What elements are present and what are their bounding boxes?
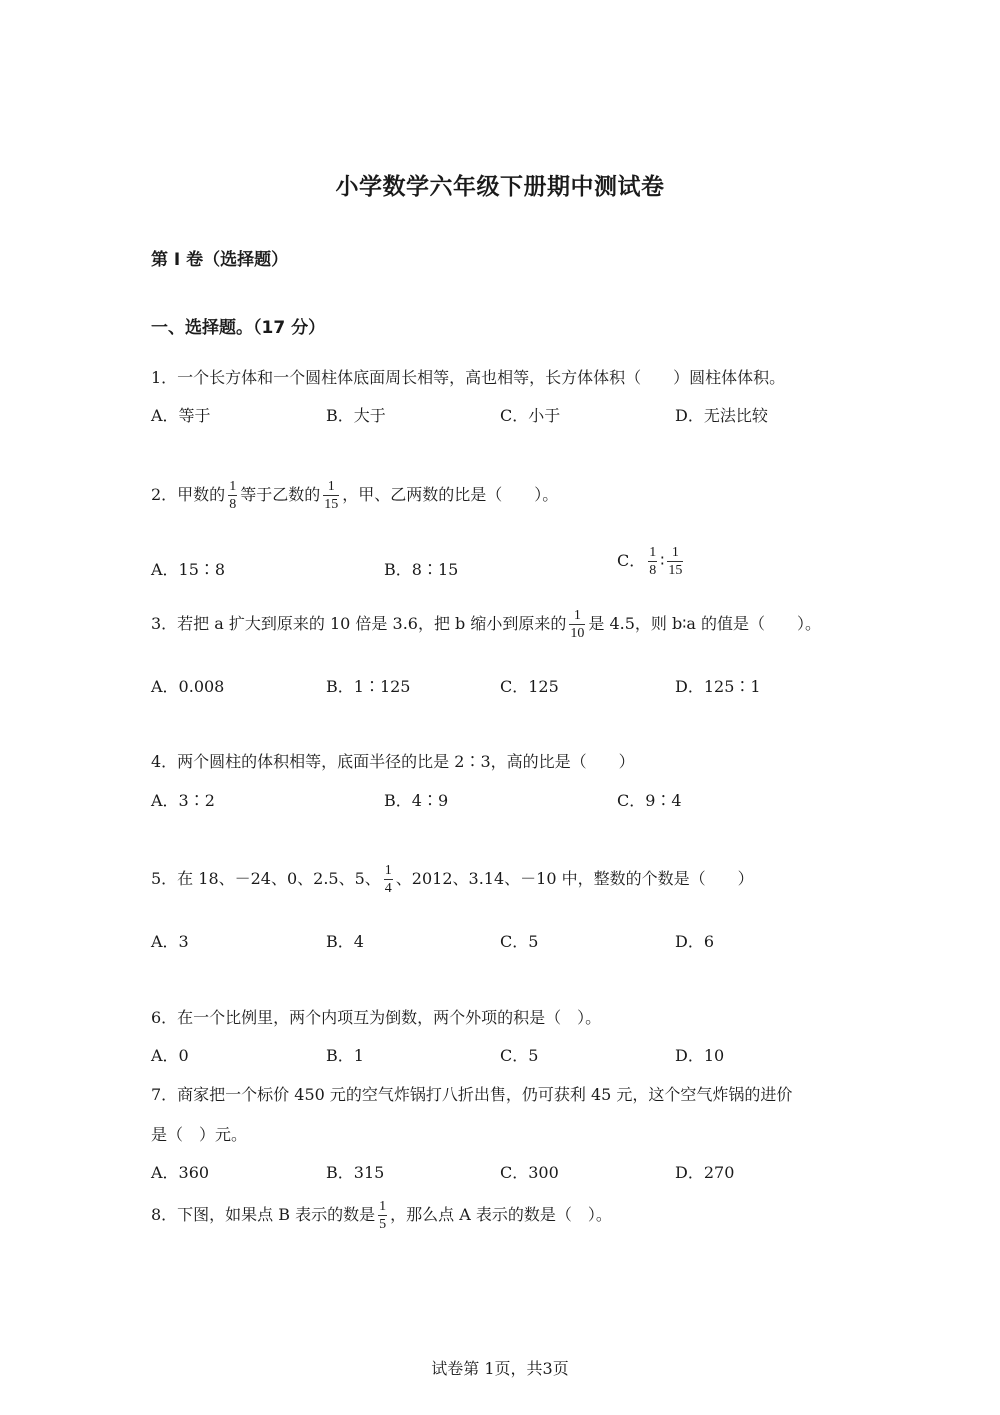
q5-option-d: D．6 [675, 932, 715, 951]
q5-fraction-1 [384, 862, 393, 897]
q8-text-2: ，那么点 A 表示的数是（ ）。 [390, 1205, 612, 1224]
question-1: 1．一个长方体和一个圆柱体底面周长相等，高也相等，长方体体积（ ）圆柱体体积。 [151, 368, 786, 387]
q7-option-c: C．300 [500, 1163, 559, 1182]
question-6: 6．在一个比例里，两个内项互为倒数，两个外项的积是（ ）。 [151, 1008, 602, 1027]
question-2 [151, 478, 558, 513]
q1-option-a: A．等于 [151, 406, 211, 425]
q1-option-b: B．大于 [326, 406, 386, 425]
q2-fraction-1-denominator: 8 [229, 497, 237, 512]
q5-option-b: B．4 [326, 932, 364, 951]
q6-option-d: D．10 [675, 1046, 725, 1065]
q8-text-1: 8．下图，如果点 B 表示的数是 [151, 1205, 376, 1224]
q6-option-b: B．1 [326, 1046, 364, 1065]
q3-option-b: B．1∶125 [326, 677, 411, 696]
question-7-line-2: 是（ ）元。 [151, 1125, 248, 1144]
q2-option-c [617, 544, 686, 579]
q2-fraction-1-numerator: 1 [229, 479, 237, 494]
q6-option-c: C．5 [500, 1046, 539, 1065]
page-title: 小学数学六年级下册期中测试卷 [335, 174, 665, 200]
q3-fraction-1-denominator: 10 [570, 626, 585, 641]
q2-option-c-fraction-2-numerator: 1 [667, 544, 683, 562]
q4-option-a: A．3∶2 [151, 791, 215, 810]
q8-fraction-1 [378, 1198, 387, 1233]
q2-option-c-colon: ∶ [660, 551, 665, 570]
q2-fraction-1 [228, 478, 237, 513]
q7-option-a: A．360 [151, 1163, 210, 1182]
question-8 [151, 1198, 612, 1233]
q6-option-a: A．0 [151, 1046, 189, 1065]
q5-text-2: 、2012、3.14、－10 中，整数的个数是（ ） [395, 869, 754, 888]
q2-text-2: 等于乙数的 [240, 485, 321, 504]
q4-option-b: B．4∶9 [384, 791, 449, 810]
page-footer: 试卷第 1页，共3页 [431, 1359, 569, 1378]
q3-option-d: D．125∶1 [675, 677, 761, 696]
q7-option-d: D．270 [675, 1163, 735, 1182]
q4-option-c: C．9∶4 [617, 791, 682, 810]
q7-option-b: B．315 [326, 1163, 385, 1182]
q5-text-1: 5．在 18、－24、0、2.5、5、 [151, 869, 381, 888]
q3-text-2: 是 4.5，则 b∶a 的值是（ ）。 [588, 614, 822, 633]
q2-option-c-fraction-2 [667, 544, 683, 579]
q2-option-c-label: C． [617, 551, 646, 570]
q3-text-1: 3．若把 a 扩大到原来的 10 倍是 3.6，把 b 缩小到原来的 [151, 614, 567, 633]
q2-option-c-fraction-1 [648, 544, 657, 579]
q5-option-a: A．3 [151, 932, 189, 951]
question-5 [151, 862, 754, 897]
q2-text-1: 2．甲数的 [151, 485, 226, 504]
q2-text-3: ，甲、乙两数的比是（ ）。 [342, 485, 559, 504]
q5-fraction-1-denominator: 4 [384, 881, 392, 896]
q2-option-c-fraction-1-denominator: 8 [649, 563, 657, 578]
q8-fraction-1-denominator: 5 [379, 1217, 387, 1232]
section-heading: 一、选择题。（17 分） [151, 318, 326, 338]
volume-heading: 第 I 卷（选择题） [151, 250, 289, 270]
q2-option-a: A．15∶8 [151, 560, 226, 579]
question-4: 4．两个圆柱的体积相等，底面半径的比是 2∶3，高的比是（ ） [151, 752, 635, 771]
q2-fraction-2 [323, 478, 339, 513]
q3-option-c: C．125 [500, 677, 559, 696]
q1-option-c: C．小于 [500, 406, 561, 425]
q3-fraction-1 [569, 607, 585, 642]
q5-option-c: C．5 [500, 932, 539, 951]
question-7-line-1: 7．商家把一个标价 450 元的空气炸锅打八折出售，仍可获利 45 元，这个空气炸锅的进价 [151, 1085, 793, 1104]
q2-fraction-2-denominator: 15 [324, 497, 339, 512]
question-3 [151, 607, 821, 642]
q1-option-d: D．无法比较 [675, 406, 768, 425]
q3-option-a: A．0.008 [151, 677, 225, 696]
q2-option-c-fraction-2-denominator: 15 [668, 563, 683, 578]
q5-fraction-1-numerator: 1 [384, 863, 392, 878]
q2-fraction-2-numerator: 1 [323, 478, 339, 496]
q3-fraction-1-numerator: 1 [569, 607, 585, 625]
q2-option-c-fraction-1-numerator: 1 [649, 545, 657, 560]
q8-fraction-1-numerator: 1 [379, 1199, 387, 1214]
q2-option-b: B．8∶15 [384, 560, 459, 579]
